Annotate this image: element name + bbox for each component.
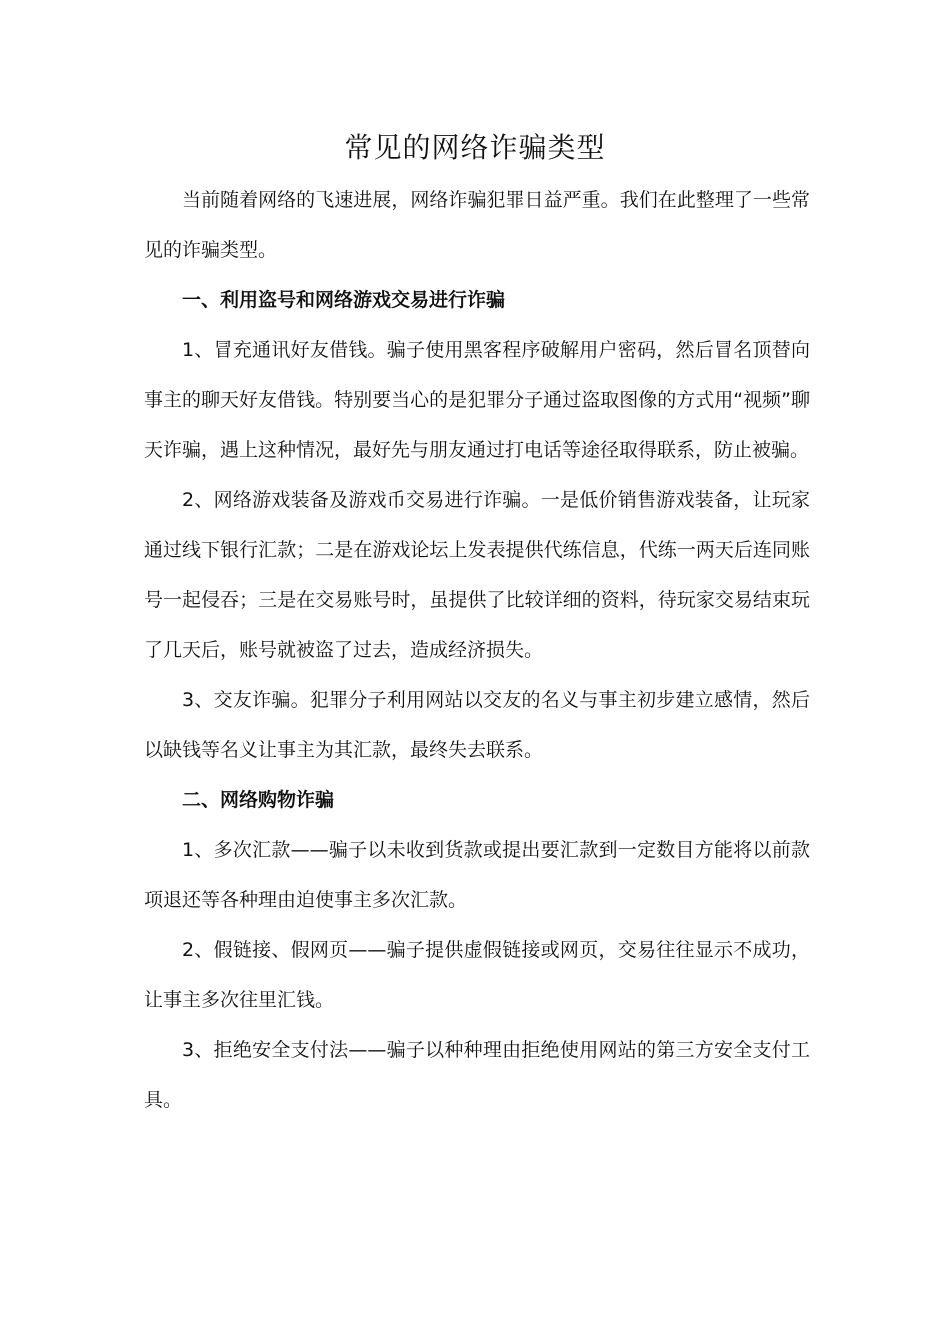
intro-paragraph: 当前随着网络的飞速进展，网络诈骗犯罪日益严重。我们在此整理了一些常见的诈骗类型。 (144, 189, 810, 261)
document-body (144, 175, 810, 1125)
paragraph-fake-links: 2、假链接、假网页——骗子提供虚假链接或网页，交易往往显示不成功，让事主多次往里汇钱。 (144, 939, 810, 1011)
paragraph-refuse-secure-payment: 3、拒绝安全支付法——骗子以种种理由拒绝使用网站的第三方安全支付工具。 (144, 1039, 810, 1111)
paragraph-impersonate-friend: 1、冒充通讯好友借钱。骗子使用黑客程序破解用户密码，然后冒名顶替向事主的聊天好友借钱。特别要当心的是犯罪分子通过盗取图像的方式用“视频”聊天诈骗，遇上这种情况，最好先与朋友通过打电话等途径取得联系，防止被骗。 (144, 339, 810, 461)
paragraph-multiple-remittance: 1、多次汇款——骗子以未收到货款或提出要汇款到一定数目方能将以前款项退还等各种理由迫使事主多次汇款。 (144, 839, 810, 911)
section-heading-account-theft-game-fraud: 一、利用盗号和网络游戏交易进行诈骗 (182, 289, 506, 311)
paragraph-dating-fraud: 3、交友诈骗。犯罪分子利用网站以交友的名义与事主初步建立感情，然后以缺钱等名义让事主为其汇款，最终失去联系。 (144, 689, 810, 761)
section-heading-online-shopping-fraud: 二、网络购物诈骗 (182, 789, 335, 811)
paragraph-game-item-fraud: 2、网络游戏装备及游戏币交易进行诈骗。一是低价销售游戏装备，让玩家通过线下银行汇款；二是在游戏论坛上发表提供代练信息，代练一两天后连同账号一起侵吞；三是在交易账号时，虽提供了比较详细的资料，待玩家交易结束玩了几天后，账号就被盗了过去，造成经济损失。 (144, 489, 810, 661)
document-title: 常见的网络诈骗类型 (344, 131, 606, 164)
